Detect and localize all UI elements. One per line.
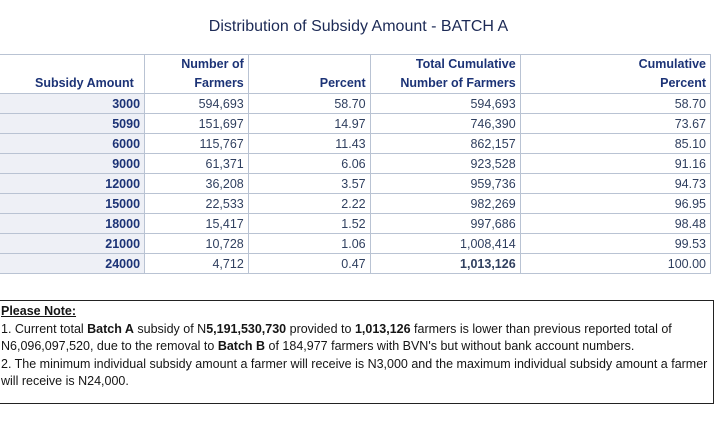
farmers-cell: 10,728	[145, 234, 249, 254]
table-row	[0, 134, 711, 154]
farmers-header-line1: Number of	[145, 55, 249, 75]
farmers-header-line2: Farmers	[145, 74, 249, 94]
farmers-cell: 151,697	[145, 114, 249, 134]
percent-cell: 6.06	[248, 154, 370, 174]
farmers-cell: 115,767	[145, 134, 249, 154]
page-title: Distribution of Subsidy Amount - BATCH A	[208, 18, 509, 35]
total-cumulative-cell: 594,693	[370, 94, 520, 114]
note-item-1: 1. Current total Batch A subsidy of N5,191,530,730 provided to 1,013,126 farmers is lower than previous reported total of N6,096,097,520, due to the removal to Batch B of 184,977 farmers with BVN's but without bank account numbers.	[1, 321, 672, 353]
percent-cell: 1.06	[248, 234, 370, 254]
cum-header-line1: Cumulative	[520, 55, 710, 75]
subsidy-amount-cell: 6000	[0, 134, 145, 154]
note-title: Please Note:	[1, 304, 77, 318]
table-row	[0, 94, 711, 114]
farmers-cell: 4,712	[145, 254, 249, 274]
table-row	[0, 114, 711, 134]
cumulative-percent-cell: 96.95	[520, 194, 710, 214]
farmers-cell: 36,208	[145, 174, 249, 194]
percent-header: Percent	[248, 74, 370, 94]
subsidy-amount-cell: 24000	[0, 254, 145, 274]
total-cumulative-cell: 982,269	[370, 194, 520, 214]
cumulative-percent-cell: 98.48	[520, 214, 710, 234]
cum-header-line2: Percent	[520, 74, 710, 94]
farmers-cell: 22,533	[145, 194, 249, 214]
table-row	[0, 154, 711, 174]
percent-cell: 3.57	[248, 174, 370, 194]
please-note-box	[0, 300, 714, 404]
table-row	[0, 234, 711, 254]
percent-header-spacer	[248, 55, 370, 75]
cumulative-percent-cell: 85.10	[520, 134, 710, 154]
total-cumulative-cell: 959,736	[370, 174, 520, 194]
cumulative-percent-cell: 73.67	[520, 114, 710, 134]
total-cumulative-cell: 1,008,414	[370, 234, 520, 254]
amount-header-spacer	[0, 55, 145, 75]
subsidy-amount-cell: 5090	[0, 114, 145, 134]
table-row	[0, 214, 711, 234]
table-row	[0, 194, 711, 214]
subsidy-amount-cell: 12000	[0, 174, 145, 194]
percent-cell: 14.97	[248, 114, 370, 134]
subsidy-amount-cell: 9000	[0, 154, 145, 174]
percent-cell: 0.47	[248, 254, 370, 274]
cumulative-percent-cell: 58.70	[520, 94, 710, 114]
total-cumulative-cell: 1,013,126	[370, 254, 520, 274]
percent-cell: 2.22	[248, 194, 370, 214]
table-row	[0, 254, 711, 274]
note-item-2: 2. The minimum individual subsidy amount a farmer will receive is N3,000 and the maximum individual subsidy amount a farmer will receive is N24,000.	[1, 356, 708, 388]
percent-cell: 11.43	[248, 134, 370, 154]
subsidy-amount-cell: 3000	[0, 94, 145, 114]
subsidy-amount-cell: 15000	[0, 194, 145, 214]
header-row-bottom	[0, 74, 711, 94]
cumulative-percent-cell: 99.53	[520, 234, 710, 254]
farmers-cell: 61,371	[145, 154, 249, 174]
total-cumulative-cell: 746,390	[370, 114, 520, 134]
total-header-line1: Total Cumulative	[370, 55, 520, 75]
bottom-margin	[0, 404, 717, 431]
table-row	[0, 174, 711, 194]
subsidy-amount-cell: 21000	[0, 234, 145, 254]
subsidy-amount-cell: 18000	[0, 214, 145, 234]
subsidy-table	[0, 54, 711, 274]
cumulative-percent-cell: 100.00	[520, 254, 710, 274]
cumulative-percent-cell: 94.73	[520, 174, 710, 194]
amount-header: Subsidy Amount	[0, 74, 145, 94]
farmers-cell: 15,417	[145, 214, 249, 234]
percent-cell: 58.70	[248, 94, 370, 114]
total-cumulative-cell: 862,157	[370, 134, 520, 154]
percent-cell: 1.52	[248, 214, 370, 234]
farmers-cell: 594,693	[145, 94, 249, 114]
total-header-line2: Number of Farmers	[370, 74, 520, 94]
header-row-top	[0, 55, 711, 75]
cumulative-percent-cell: 91.16	[520, 154, 710, 174]
total-cumulative-cell: 997,686	[370, 214, 520, 234]
total-cumulative-cell: 923,528	[370, 154, 520, 174]
